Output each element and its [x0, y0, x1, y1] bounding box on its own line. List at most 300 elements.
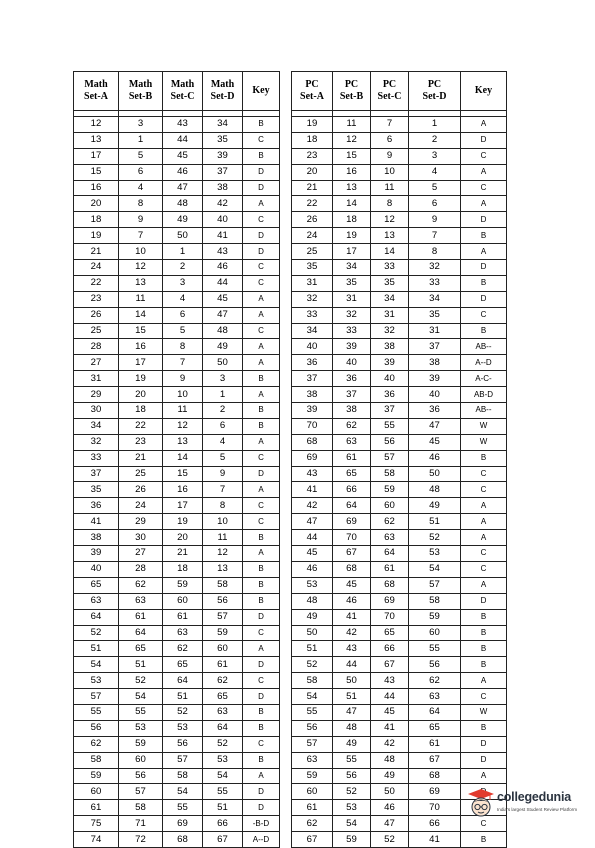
table-row	[74, 180, 507, 196]
pc-key-cell: D	[461, 132, 507, 148]
math-set-d-cell: 46	[203, 260, 243, 276]
table-row	[74, 212, 507, 228]
math-set-d-cell: 50	[203, 355, 243, 371]
column-separator	[280, 609, 292, 625]
math-set-d-cell: 51	[203, 800, 243, 816]
math-set-c-cell: 46	[163, 164, 203, 180]
table-row	[74, 371, 507, 387]
pc-set-a-cell: 43	[292, 466, 333, 482]
pc-set-b-cell: 69	[333, 514, 371, 530]
math-set-a-cell: 57	[74, 689, 119, 705]
math-set-c-cell: 58	[163, 768, 203, 784]
math-set-c-cell: 57	[163, 752, 203, 768]
answer-key-table	[73, 71, 507, 848]
math-key-cell: A	[243, 291, 280, 307]
pc-key-cell: B	[461, 450, 507, 466]
column-separator	[280, 784, 292, 800]
pc-set-a-cell: 39	[292, 403, 333, 419]
math-set-a-cell: 39	[74, 546, 119, 562]
math-set-d-cell: 3	[203, 371, 243, 387]
pc-set-b-cell: 64	[333, 498, 371, 514]
table-header-row	[74, 72, 507, 111]
math-set-b-cell: 6	[119, 164, 163, 180]
column-separator	[280, 689, 292, 705]
table-row	[74, 704, 507, 720]
math-set-b-cell: 3	[119, 117, 163, 133]
math-key-cell: -B-D	[243, 816, 280, 832]
math-set-b-cell: 15	[119, 323, 163, 339]
column-separator	[280, 339, 292, 355]
math-set-d-cell: 35	[203, 132, 243, 148]
pc-key-cell: A	[461, 498, 507, 514]
pc-key-cell: A	[461, 117, 507, 133]
pc-set-b-cell: 19	[333, 228, 371, 244]
math-set-b-cell: 27	[119, 546, 163, 562]
header-pc-set-a: PC Set-A	[292, 72, 333, 111]
pc-set-d-cell: 55	[409, 641, 461, 657]
column-separator	[280, 228, 292, 244]
pc-key-cell: B	[461, 657, 507, 673]
pc-set-b-cell: 55	[333, 752, 371, 768]
pc-key-cell: A	[461, 244, 507, 260]
table-row	[74, 434, 507, 450]
math-set-c-cell: 9	[163, 371, 203, 387]
math-key-cell: C	[243, 673, 280, 689]
table-row	[74, 768, 507, 784]
math-key-cell: A	[243, 641, 280, 657]
pc-set-b-cell: 13	[333, 180, 371, 196]
pc-set-d-cell: 59	[409, 609, 461, 625]
pc-set-d-cell: 8	[409, 244, 461, 260]
column-separator	[280, 434, 292, 450]
pc-set-a-cell: 36	[292, 355, 333, 371]
pc-set-a-cell: 20	[292, 164, 333, 180]
math-set-c-cell: 5	[163, 323, 203, 339]
math-set-a-cell: 36	[74, 498, 119, 514]
table-row	[74, 339, 507, 355]
table-row	[74, 561, 507, 577]
column-separator	[280, 768, 292, 784]
column-separator	[280, 260, 292, 276]
math-set-c-cell: 15	[163, 466, 203, 482]
pc-set-a-cell: 69	[292, 450, 333, 466]
pc-set-a-cell: 68	[292, 434, 333, 450]
table-row	[74, 260, 507, 276]
pc-set-c-cell: 10	[371, 164, 409, 180]
pc-key-cell: B	[461, 275, 507, 291]
column-separator	[280, 816, 292, 832]
column-separator	[280, 132, 292, 148]
column-separator	[280, 323, 292, 339]
math-set-a-cell: 17	[74, 148, 119, 164]
math-set-d-cell: 52	[203, 736, 243, 752]
pc-set-a-cell: 52	[292, 657, 333, 673]
math-key-cell: B	[243, 561, 280, 577]
pc-key-cell: A	[461, 577, 507, 593]
pc-set-c-cell: 62	[371, 514, 409, 530]
math-set-b-cell: 14	[119, 307, 163, 323]
pc-set-a-cell: 26	[292, 212, 333, 228]
math-set-a-cell: 31	[74, 371, 119, 387]
math-set-b-cell: 12	[119, 260, 163, 276]
math-set-c-cell: 21	[163, 546, 203, 562]
math-set-b-cell: 53	[119, 720, 163, 736]
math-set-c-cell: 63	[163, 625, 203, 641]
pc-set-b-cell: 42	[333, 625, 371, 641]
column-separator	[280, 291, 292, 307]
math-set-c-cell: 47	[163, 180, 203, 196]
math-key-cell: C	[243, 212, 280, 228]
pc-key-cell: D	[461, 291, 507, 307]
table-row	[74, 275, 507, 291]
header-math-set-b: Math Set-B	[119, 72, 163, 111]
math-set-d-cell: 65	[203, 689, 243, 705]
pc-set-a-cell: 53	[292, 577, 333, 593]
pc-set-c-cell: 63	[371, 530, 409, 546]
pc-set-d-cell: 35	[409, 307, 461, 323]
pc-set-a-cell: 58	[292, 673, 333, 689]
math-key-cell: B	[243, 752, 280, 768]
table-row	[74, 355, 507, 371]
pc-key-cell: A--D	[461, 355, 507, 371]
pc-set-d-cell: 64	[409, 704, 461, 720]
pc-set-a-cell: 38	[292, 387, 333, 403]
math-set-c-cell: 11	[163, 403, 203, 419]
pc-set-b-cell: 63	[333, 434, 371, 450]
math-key-cell: D	[243, 466, 280, 482]
column-separator	[280, 673, 292, 689]
column-separator	[280, 736, 292, 752]
pc-set-c-cell: 49	[371, 768, 409, 784]
pc-set-d-cell: 68	[409, 768, 461, 784]
math-set-a-cell: 13	[74, 132, 119, 148]
math-set-c-cell: 16	[163, 482, 203, 498]
pc-set-c-cell: 12	[371, 212, 409, 228]
pc-set-a-cell: 47	[292, 514, 333, 530]
pc-set-b-cell: 12	[333, 132, 371, 148]
column-separator	[280, 561, 292, 577]
math-key-cell: B	[243, 704, 280, 720]
pc-set-d-cell: 45	[409, 434, 461, 450]
pc-set-b-cell: 32	[333, 307, 371, 323]
pc-set-c-cell: 69	[371, 593, 409, 609]
math-set-d-cell: 49	[203, 339, 243, 355]
math-set-c-cell: 59	[163, 577, 203, 593]
pc-set-d-cell: 34	[409, 291, 461, 307]
math-set-d-cell: 9	[203, 466, 243, 482]
math-set-a-cell: 19	[74, 228, 119, 244]
math-set-b-cell: 54	[119, 689, 163, 705]
pc-set-a-cell: 61	[292, 800, 333, 816]
pc-set-a-cell: 45	[292, 546, 333, 562]
math-set-a-cell: 12	[74, 117, 119, 133]
pc-set-b-cell: 67	[333, 546, 371, 562]
pc-set-b-cell: 15	[333, 148, 371, 164]
pc-set-d-cell: 6	[409, 196, 461, 212]
math-key-cell: B	[243, 577, 280, 593]
pc-key-cell: AB--	[461, 339, 507, 355]
math-key-cell: D	[243, 244, 280, 260]
pc-set-a-cell: 35	[292, 260, 333, 276]
pc-set-c-cell: 14	[371, 244, 409, 260]
math-key-cell: B	[243, 530, 280, 546]
pc-set-b-cell: 40	[333, 355, 371, 371]
table-row	[74, 736, 507, 752]
math-set-d-cell: 40	[203, 212, 243, 228]
math-set-a-cell: 65	[74, 577, 119, 593]
header-math-key: Key	[243, 72, 280, 111]
graduate-face-icon	[467, 788, 495, 818]
math-set-c-cell: 13	[163, 434, 203, 450]
header-pc-set-d: PC Set-D	[409, 72, 461, 111]
column-separator	[280, 593, 292, 609]
pc-key-cell: B	[461, 609, 507, 625]
pc-set-d-cell: 70	[409, 800, 461, 816]
pc-set-b-cell: 11	[333, 117, 371, 133]
pc-set-d-cell: 48	[409, 482, 461, 498]
column-separator	[280, 752, 292, 768]
pc-set-d-cell: 51	[409, 514, 461, 530]
pc-set-b-cell: 54	[333, 816, 371, 832]
pc-set-d-cell: 2	[409, 132, 461, 148]
pc-set-a-cell: 63	[292, 752, 333, 768]
math-set-d-cell: 7	[203, 482, 243, 498]
pc-set-c-cell: 47	[371, 816, 409, 832]
pc-set-c-cell: 61	[371, 561, 409, 577]
table-row	[74, 609, 507, 625]
math-set-c-cell: 44	[163, 132, 203, 148]
math-set-a-cell: 24	[74, 260, 119, 276]
math-key-cell: A	[243, 196, 280, 212]
math-set-d-cell: 38	[203, 180, 243, 196]
math-set-c-cell: 12	[163, 418, 203, 434]
math-set-c-cell: 53	[163, 720, 203, 736]
math-set-a-cell: 33	[74, 450, 119, 466]
pc-set-d-cell: 67	[409, 752, 461, 768]
math-set-d-cell: 62	[203, 673, 243, 689]
math-set-c-cell: 20	[163, 530, 203, 546]
table-row	[74, 117, 507, 133]
pc-set-d-cell: 65	[409, 720, 461, 736]
math-set-d-cell: 53	[203, 752, 243, 768]
column-separator	[280, 546, 292, 562]
math-key-cell: C	[243, 323, 280, 339]
table-row	[74, 323, 507, 339]
math-set-a-cell: 32	[74, 434, 119, 450]
math-set-b-cell: 57	[119, 784, 163, 800]
pc-set-b-cell: 47	[333, 704, 371, 720]
pc-set-c-cell: 56	[371, 434, 409, 450]
math-set-d-cell: 10	[203, 514, 243, 530]
pc-set-b-cell: 52	[333, 784, 371, 800]
table-row	[74, 387, 507, 403]
table-row	[74, 673, 507, 689]
table-row	[74, 482, 507, 498]
pc-set-d-cell: 54	[409, 561, 461, 577]
pc-key-cell: B	[461, 720, 507, 736]
pc-set-c-cell: 45	[371, 704, 409, 720]
column-separator	[280, 180, 292, 196]
math-key-cell: C	[243, 132, 280, 148]
pc-set-c-cell: 37	[371, 403, 409, 419]
column-separator	[280, 514, 292, 530]
table-row	[74, 641, 507, 657]
pc-key-cell: W	[461, 704, 507, 720]
pc-set-d-cell: 47	[409, 418, 461, 434]
math-set-b-cell: 16	[119, 339, 163, 355]
pc-set-b-cell: 49	[333, 736, 371, 752]
table-row	[74, 148, 507, 164]
pc-set-d-cell: 60	[409, 625, 461, 641]
math-set-a-cell: 55	[74, 704, 119, 720]
pc-key-cell: C	[461, 307, 507, 323]
math-set-d-cell: 41	[203, 228, 243, 244]
pc-set-b-cell: 43	[333, 641, 371, 657]
pc-set-c-cell: 40	[371, 371, 409, 387]
math-set-b-cell: 23	[119, 434, 163, 450]
math-key-cell: D	[243, 609, 280, 625]
pc-set-c-cell: 8	[371, 196, 409, 212]
math-set-b-cell: 30	[119, 530, 163, 546]
table-row	[74, 832, 507, 848]
math-set-b-cell: 26	[119, 482, 163, 498]
math-set-a-cell: 74	[74, 832, 119, 848]
math-set-a-cell: 51	[74, 641, 119, 657]
pc-key-cell: A	[461, 673, 507, 689]
math-set-d-cell: 54	[203, 768, 243, 784]
pc-set-d-cell: 62	[409, 673, 461, 689]
math-set-c-cell: 62	[163, 641, 203, 657]
math-set-b-cell: 56	[119, 768, 163, 784]
math-set-b-cell: 4	[119, 180, 163, 196]
pc-set-b-cell: 53	[333, 800, 371, 816]
math-set-b-cell: 11	[119, 291, 163, 307]
pc-set-a-cell: 25	[292, 244, 333, 260]
math-set-b-cell: 55	[119, 704, 163, 720]
math-set-b-cell: 52	[119, 673, 163, 689]
pc-key-cell: B	[461, 641, 507, 657]
pc-key-cell: D	[461, 593, 507, 609]
pc-set-a-cell: 21	[292, 180, 333, 196]
table-row	[74, 466, 507, 482]
pc-set-b-cell: 34	[333, 260, 371, 276]
logo-tagline: India's largest Student Review Platform	[497, 807, 578, 812]
math-set-a-cell: 35	[74, 482, 119, 498]
table-row	[74, 593, 507, 609]
pc-set-b-cell: 65	[333, 466, 371, 482]
pc-set-a-cell: 19	[292, 117, 333, 133]
pc-set-c-cell: 43	[371, 673, 409, 689]
math-set-b-cell: 1	[119, 132, 163, 148]
pc-set-b-cell: 48	[333, 720, 371, 736]
pc-key-cell: C	[461, 816, 507, 832]
pc-set-c-cell: 59	[371, 482, 409, 498]
pc-set-d-cell: 5	[409, 180, 461, 196]
header-pc-key: Key	[461, 72, 507, 111]
table-row	[74, 164, 507, 180]
math-set-c-cell: 14	[163, 450, 203, 466]
math-set-a-cell: 27	[74, 355, 119, 371]
math-set-b-cell: 61	[119, 609, 163, 625]
column-separator	[280, 196, 292, 212]
math-set-d-cell: 58	[203, 577, 243, 593]
pc-key-cell: C	[461, 148, 507, 164]
math-key-cell: A	[243, 768, 280, 784]
column-separator	[280, 466, 292, 482]
math-key-cell: B	[243, 720, 280, 736]
pc-set-d-cell: 1	[409, 117, 461, 133]
pc-key-cell: C	[461, 546, 507, 562]
pc-set-c-cell: 6	[371, 132, 409, 148]
math-set-b-cell: 9	[119, 212, 163, 228]
math-set-b-cell: 29	[119, 514, 163, 530]
table-row	[74, 800, 507, 816]
pc-set-c-cell: 33	[371, 260, 409, 276]
pc-set-d-cell: 4	[409, 164, 461, 180]
table-row	[74, 307, 507, 323]
math-set-a-cell: 38	[74, 530, 119, 546]
math-set-a-cell: 21	[74, 244, 119, 260]
math-set-d-cell: 11	[203, 530, 243, 546]
pc-set-a-cell: 67	[292, 832, 333, 848]
math-set-c-cell: 19	[163, 514, 203, 530]
math-key-cell: A	[243, 339, 280, 355]
pc-set-c-cell: 66	[371, 641, 409, 657]
pc-set-a-cell: 31	[292, 275, 333, 291]
pc-key-cell: C	[461, 561, 507, 577]
pc-key-cell: W	[461, 434, 507, 450]
math-set-a-cell: 59	[74, 768, 119, 784]
math-set-b-cell: 10	[119, 244, 163, 260]
math-key-cell: B	[243, 593, 280, 609]
table-row	[74, 625, 507, 641]
table-row	[74, 244, 507, 260]
table-row	[74, 689, 507, 705]
pc-key-cell: D	[461, 736, 507, 752]
table-row	[74, 577, 507, 593]
pc-set-a-cell: 32	[292, 291, 333, 307]
column-separator	[280, 371, 292, 387]
pc-set-a-cell: 22	[292, 196, 333, 212]
pc-key-cell: C	[461, 689, 507, 705]
pc-key-cell: B	[461, 228, 507, 244]
pc-set-d-cell: 38	[409, 355, 461, 371]
math-set-c-cell: 8	[163, 339, 203, 355]
pc-set-a-cell: 55	[292, 704, 333, 720]
pc-set-c-cell: 9	[371, 148, 409, 164]
math-key-cell: D	[243, 784, 280, 800]
table-row	[74, 450, 507, 466]
math-set-d-cell: 42	[203, 196, 243, 212]
pc-key-cell: A	[461, 514, 507, 530]
pc-set-c-cell: 52	[371, 832, 409, 848]
column-separator	[280, 577, 292, 593]
math-key-cell: C	[243, 498, 280, 514]
pc-set-a-cell: 59	[292, 768, 333, 784]
math-set-d-cell: 57	[203, 609, 243, 625]
pc-set-b-cell: 61	[333, 450, 371, 466]
column-separator	[280, 800, 292, 816]
column-separator	[280, 450, 292, 466]
pc-set-d-cell: 53	[409, 546, 461, 562]
math-set-a-cell: 62	[74, 736, 119, 752]
pc-set-d-cell: 61	[409, 736, 461, 752]
pc-set-b-cell: 37	[333, 387, 371, 403]
column-separator	[280, 164, 292, 180]
math-set-b-cell: 17	[119, 355, 163, 371]
pc-set-d-cell: 58	[409, 593, 461, 609]
math-set-a-cell: 34	[74, 418, 119, 434]
